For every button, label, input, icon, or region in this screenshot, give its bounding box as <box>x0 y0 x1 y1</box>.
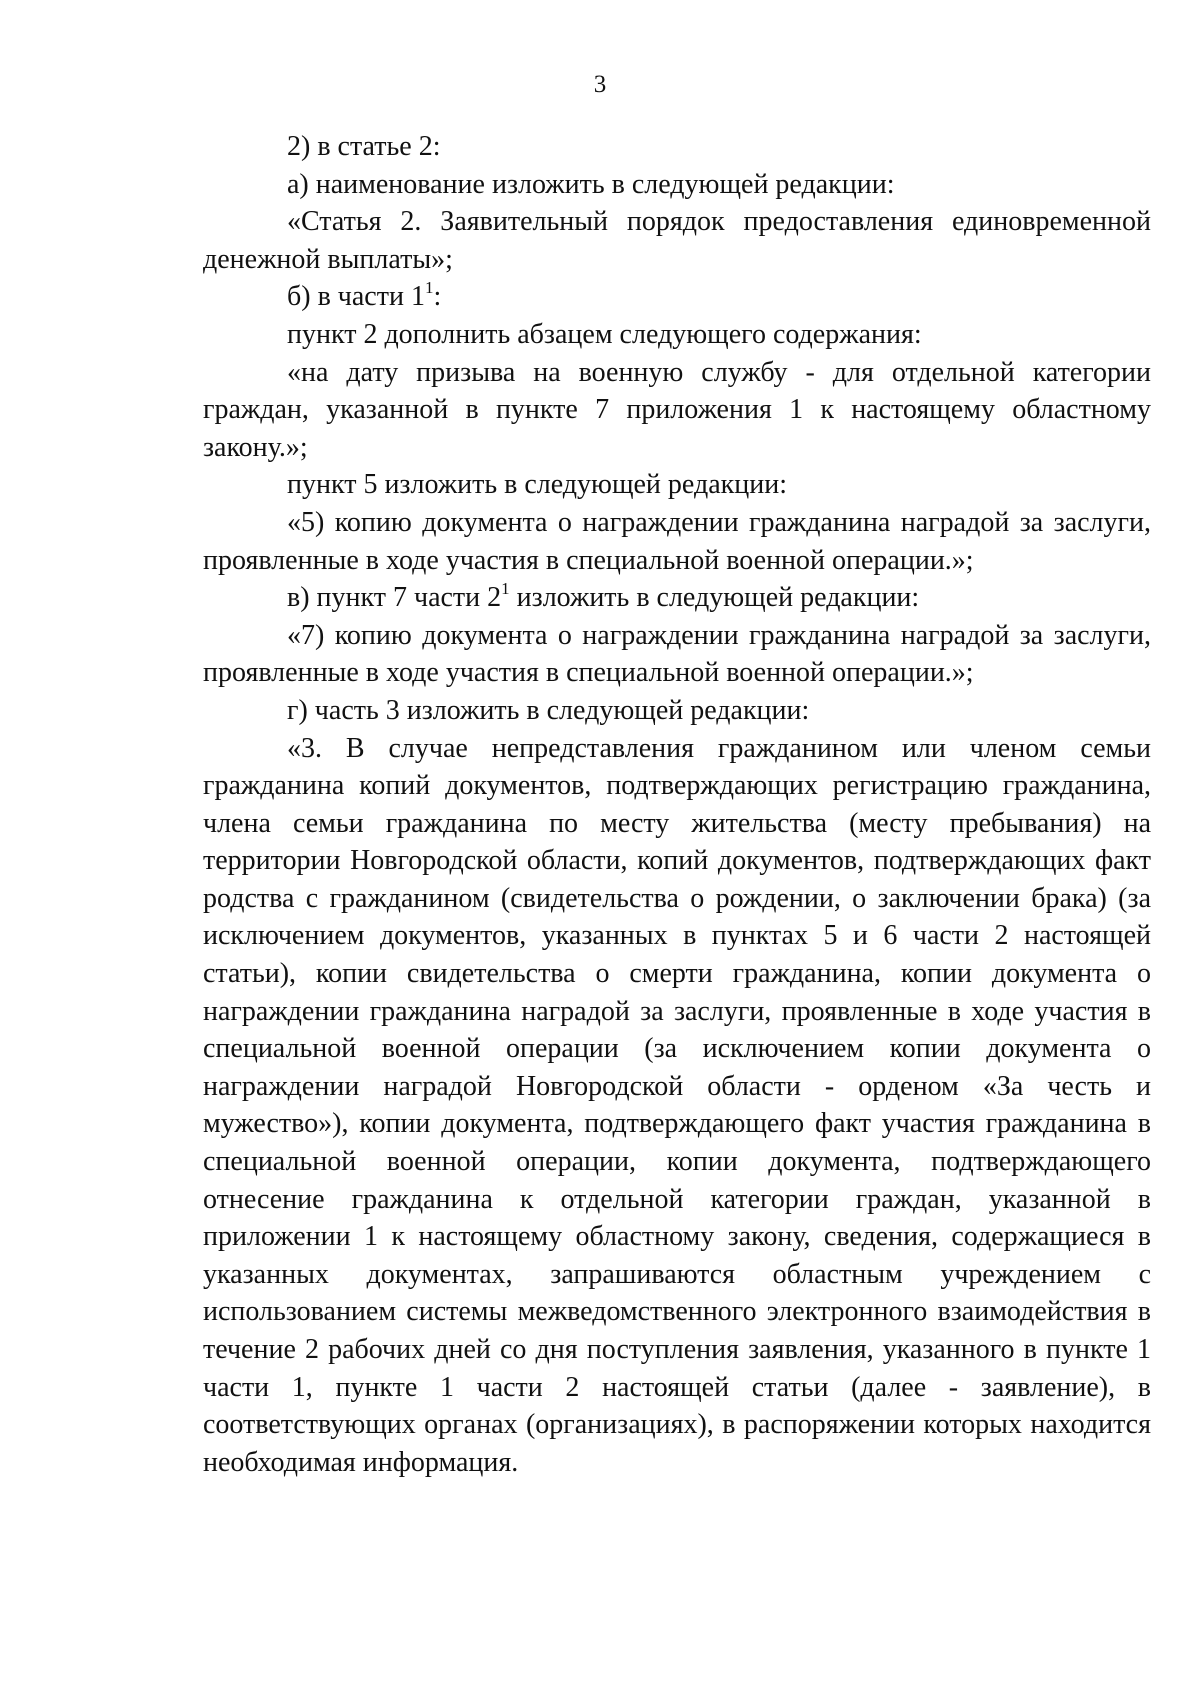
document-body <box>203 128 1151 1481</box>
paragraph-point-5-text: «5) копию документа о награждении гражданина наградой за заслуги, проявленные в ходе участия в специальной военной операции.»; <box>203 506 1151 576</box>
item-v-superscript: 1 <box>501 578 510 598</box>
paragraph-item-g: г) часть 3 изложить в следующей редакции: <box>287 694 810 726</box>
paragraph-conscription-date: «на дату призыва на военную службу - для отдельной категории граждан, указанной в пункте 7 приложения 1 к настоящему областному закону.»; <box>203 356 1151 463</box>
paragraph-point-7-text: «7) копию документа о награждении гражданина наградой за заслуги, проявленные в ходе участия в специальной военной операции.»; <box>203 619 1151 689</box>
paragraph-article-title: «Статья 2. Заявительный порядок предоставления единовременной денежной выплаты»; <box>203 206 1151 275</box>
item-b-colon: : <box>433 281 442 313</box>
paragraph-item-b <box>203 278 1151 316</box>
item-v-text: в) пункт 7 части 2 <box>287 582 502 614</box>
paragraph-point-5: пункт 5 изложить в следующей редакции: <box>287 469 787 501</box>
item-b-superscript: 1 <box>424 278 434 298</box>
paragraph-point-2: пункт 2 дополнить абзацем следующего содержания: <box>287 318 922 350</box>
paragraph-part-3-text: «3. В случае непредставления гражданином или членом семьи гражданина копий документов, подтверждающих регистрацию гражданина, члена семьи гражданина по месту жительства (месту пребывания) на территории Новгородской области, копий документов, подтверждающих факт родства с гражданином (свидетельства о рождении, о заключении брака) (за исключением документов, указанных в пунктах 5 и 6 части 2 настоящей статьи), копии свидетельства о смерти гражданина, копии документа о награждении гражданина наградой за заслуги, проявленные в ходе участия в специальной военной операции (за исключением копии документа о награждении наградой Новгородской области - орденом «За честь и мужество»), копии документа, подтверждающего факт участия гражданина в специальной военной операции, копии документа, подтверждающего отнесение гражданина к отдельной категории граждан, указанной в приложении 1 к настоящему областному закону, сведения, содержащиеся в указанных документах, запрашиваются областным учреждением с использованием системы межведомственного электронного взаимодействия в течение 2 рабочих дней со дня поступления заявления, указанного в пункте 1 части 1, пункте 1 части 2 настоящей статьи (далее - заявление), в соответствующих органах (организациях), в распоряжении которых находится необходимая информация. <box>203 732 1151 1478</box>
paragraph-item-v <box>203 579 1151 617</box>
item-v-rest: изложить в следующей редакции: <box>509 582 920 614</box>
item-b-text: б) в части 1 <box>287 281 425 313</box>
page-number: 3 <box>593 71 607 98</box>
paragraph-article-2: 2) в статье 2: <box>287 131 441 162</box>
paragraph-item-a: а) наименование изложить в следующей редакции: <box>287 168 895 200</box>
